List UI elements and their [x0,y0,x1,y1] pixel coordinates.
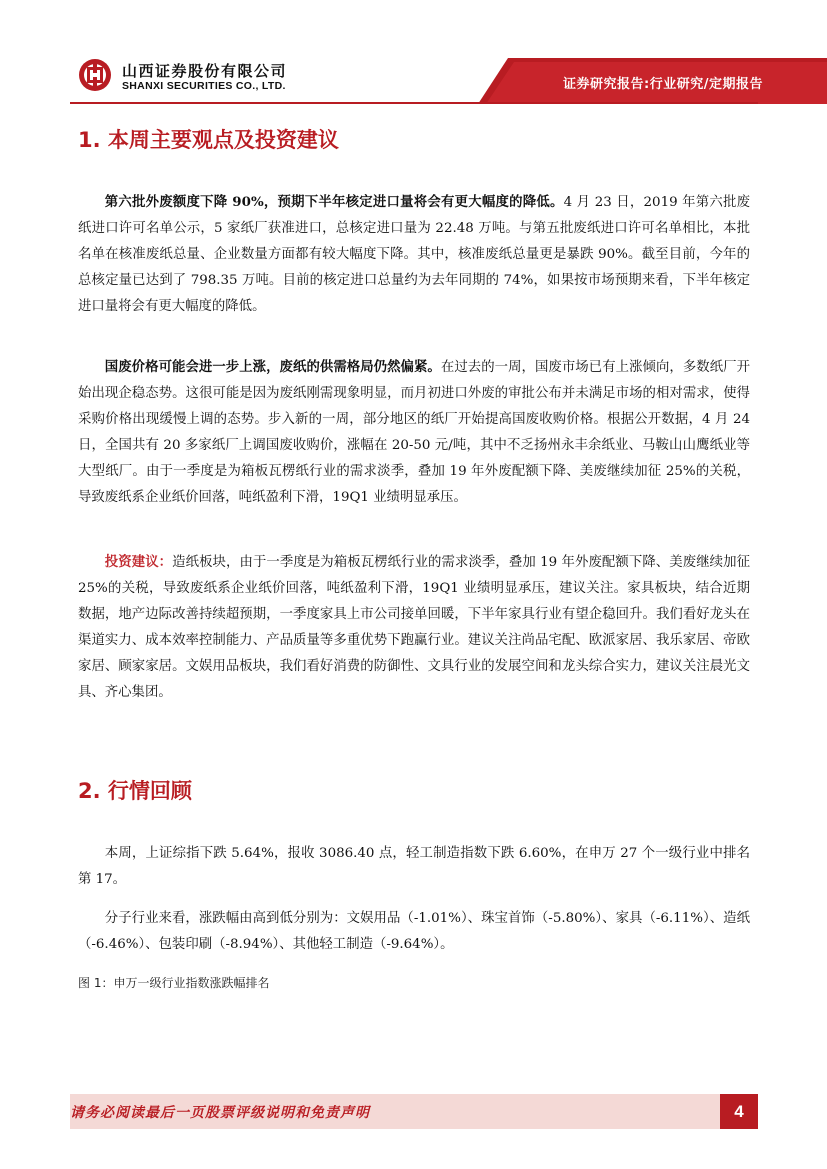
paragraph-sub-industry: 分子行业来看，涨跌幅由高到低分别为：文娱用品（-1.01%）、珠宝首饰（-5.80%）、家具（-6.11%）、造纸（-6.46%）、包装印刷（-8.94%）、其他轻工制造（-9.64%）。 [78,911,750,952]
paragraph-body: 4 月 23 日，2019 年第六批废纸进口许可名单公示，5 家纸厂获准进口，总核定进口量为 22.48 万吨。与第五批废纸进口许可名单相比，本批名单在核准废纸总量、企业数量方面都有较大幅度下降。其中，核准废纸总量更是暴跌 90%。截至目前，今年的总核定量已达到了 798.35 万吨。目前的核定进口总量约为去年同期的 74%，如果按市场预期来看，下半年核定进口量将会有更大幅度的降低。 [78,195,750,314]
company-name-en: SHANXI SECURITIES CO., LTD. [122,80,286,92]
paragraph-market-summary: 本周，上证综指下跌 5.64%，报收 3086.40 点，轻工制造指数下跌 6.60%，在申万 27 个一级行业中排名第 17。 [78,846,750,887]
paragraph-body: 造纸板块，由于一季度是为箱板瓦楞纸行业的需求淡季，叠加 19 年外废配额下降、美废继续加征 25%的关税，导致废纸系企业纸价回落，吨纸盈利下滑，19Q1 业绩明显承压，建议关注。家具板块，结合近期数据，地产边际改善持续超预期，一季度家具上市公司接单回暖，下半年家具行业有望企稳回升。我们看好龙头在渠道实力、成本效率控制能力、产品质量等多重优势下跑赢行业。建议关注尚品宅配、欧派家居、我乐家居、帝欧家居、顾家家居。文娱用品板块，我们看好消费的防御性、文具行业的发展空间和龙头综合实力，建议关注晨光文具、齐心集团。 [78,555,750,700]
company-name-cn: 山西证券股份有限公司 [122,62,288,80]
header-red-band [0,0,827,110]
company-logo-icon [78,58,112,92]
paragraph-lead: 投资建议： [104,554,173,570]
section-1-title: 1. 本周主要观点及投资建议 [78,128,339,152]
paragraph-paper-import [78,189,750,320]
paragraph-body: 在过去的一周，国废市场已有上涨倾向，多数纸厂开始出现企稳态势。这很可能是因为废纸刚需现象明显，而月初进口外废的审批公布并未满足市场的相对需求，使得采购价格出现缓慢上调的态势。步入新的一周，部分地区的纸厂开始提高国废收购价格。根据公开数据，4 月 24 日，全国共有 20 多家纸厂上调国废收购价，涨幅在 20-50 元/吨，其中不乏扬州永丰余纸业、马鞍山山鹰纸业等大型纸厂。由于一季度是为箱板瓦楞纸行业的需求淡季，叠加 19 年外废配额下降、美废继续加征 25%的关税，导致废纸系企业纸价回落，吨纸盈利下滑，19Q1 业绩明显承压。 [78,360,751,505]
disclaimer-text: 请务必阅读最后一页股票评级说明和免责声明 [70,1105,370,1121]
page-number: 4 [720,1094,758,1129]
paragraph-domestic-price [78,354,750,511]
header-divider [70,102,758,104]
page-header [0,0,827,110]
paragraph-lead: 第六批外废额度下降 90%，预期下半年核定进口量将会有更大幅度的降低。 [104,194,564,210]
figure-caption: 图 1：申万一级行业指数涨跌幅排名 [78,976,270,990]
paragraph-investment-advice [78,549,750,706]
page-footer [70,1094,758,1129]
report-type: 证券研究报告:行业研究/定期报告 [563,77,763,92]
section-2-title: 2. 行情回顾 [78,779,192,803]
paragraph-lead: 国废价格可能会进一步上涨，废纸的供需格局仍然偏紧。 [104,359,441,375]
